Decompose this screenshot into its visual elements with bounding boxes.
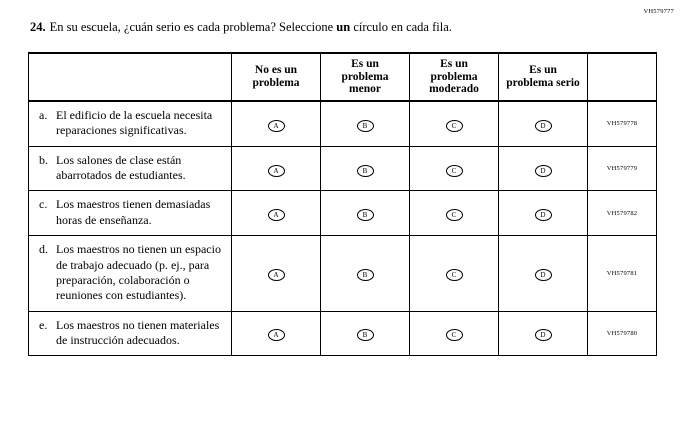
radio-c-moderate-problem[interactable] <box>410 191 499 236</box>
radio-e-moderate-problem[interactable] <box>410 311 499 356</box>
row-item-id: VH579781 <box>588 236 657 311</box>
column-header-serious-problem <box>499 53 588 101</box>
question-number: 24. <box>30 20 46 34</box>
radio-bubble-icon[interactable]: C <box>446 120 463 132</box>
row-item-id: VH579780 <box>588 311 657 356</box>
column-header-line: Es un <box>351 57 379 70</box>
radio-bubble-icon[interactable]: A <box>268 269 285 281</box>
radio-bubble-icon[interactable]: B <box>357 329 374 341</box>
radio-bubble-icon[interactable]: C <box>446 269 463 281</box>
radio-bubble-icon[interactable]: B <box>357 120 374 132</box>
question-text-after: círculo en cada fila. <box>350 20 452 34</box>
radio-bubble-icon[interactable]: A <box>268 120 285 132</box>
radio-bubble-icon[interactable]: B <box>357 165 374 177</box>
radio-bubble-icon[interactable]: D <box>535 165 552 177</box>
row-stem-b <box>29 146 232 191</box>
column-header-line: problema <box>430 70 478 83</box>
radio-bubble-icon[interactable]: D <box>535 269 552 281</box>
radio-d-minor-problem[interactable] <box>321 236 410 311</box>
column-header-no-problem <box>232 53 321 101</box>
radio-bubble-icon[interactable]: C <box>446 165 463 177</box>
table-row <box>29 146 657 191</box>
column-header-line: Es un <box>529 64 557 77</box>
radio-bubble-icon[interactable]: A <box>268 209 285 221</box>
radio-c-minor-problem[interactable] <box>321 191 410 236</box>
column-header-line: problema serio <box>506 77 580 89</box>
radio-bubble-icon[interactable]: A <box>268 329 285 341</box>
radio-c-serious-problem[interactable] <box>499 191 588 236</box>
row-stem-a <box>29 101 232 146</box>
column-header-line: menor <box>349 83 381 96</box>
radio-bubble-icon[interactable]: C <box>446 209 463 221</box>
radio-e-minor-problem[interactable] <box>321 311 410 356</box>
radio-e-serious-problem[interactable] <box>499 311 588 356</box>
radio-bubble-icon[interactable]: A <box>268 165 285 177</box>
question-text-before: En su escuela, ¿cuán serio es cada problema? Seleccione <box>49 20 337 34</box>
table-row <box>29 101 657 146</box>
row-stem-d <box>29 236 232 311</box>
radio-b-moderate-problem[interactable] <box>410 146 499 191</box>
column-header-line: No es un <box>254 64 298 77</box>
row-stem-e <box>29 311 232 356</box>
row-text: Los maestros tienen demasiadas horas de enseñanza. <box>56 197 211 227</box>
column-header-stem <box>29 53 232 101</box>
radio-a-moderate-problem[interactable] <box>410 101 499 146</box>
row-item-id: VH579779 <box>588 146 657 191</box>
radio-a-serious-problem[interactable] <box>499 101 588 146</box>
question-text-bold: un <box>336 20 351 34</box>
column-header-line: problema <box>341 70 389 83</box>
row-letter: c. <box>39 197 48 212</box>
radio-d-serious-problem[interactable] <box>499 236 588 311</box>
response-matrix <box>28 52 657 356</box>
table-row <box>29 191 657 236</box>
row-stem-c <box>29 191 232 236</box>
radio-e-no-problem[interactable] <box>232 311 321 356</box>
column-header-moderate-problem <box>410 53 499 101</box>
radio-bubble-icon[interactable]: C <box>446 329 463 341</box>
radio-d-no-problem[interactable] <box>232 236 321 311</box>
row-item-id: VH579778 <box>588 101 657 146</box>
radio-bubble-icon[interactable]: B <box>357 209 374 221</box>
question-prompt <box>30 20 646 35</box>
page-item-id: VH579777 <box>643 8 674 15</box>
table-row <box>29 236 657 311</box>
radio-b-serious-problem[interactable] <box>499 146 588 191</box>
row-letter: e. <box>39 317 48 332</box>
radio-b-no-problem[interactable] <box>232 146 321 191</box>
column-header-minor-problem <box>321 53 410 101</box>
row-text: El edificio de la escuela necesita reparaciones significativas. <box>56 108 213 138</box>
row-letter: a. <box>39 108 48 122</box>
radio-a-no-problem[interactable] <box>232 101 321 146</box>
row-text: Los salones de clase están abarrotados de estudiantes. <box>56 152 186 183</box>
row-text: Los maestros no tienen un espacio de trabajo adecuado (p. ej., para preparación, colaboración o reuniones con estudiantes). <box>56 242 221 303</box>
row-letter: b. <box>39 152 48 167</box>
row-letter: d. <box>39 242 48 257</box>
table-row <box>29 311 657 356</box>
column-header-id <box>588 53 657 101</box>
radio-a-minor-problem[interactable] <box>321 101 410 146</box>
column-header-line: Es un <box>440 57 468 70</box>
radio-bubble-icon[interactable]: D <box>535 209 552 221</box>
radio-bubble-icon[interactable]: D <box>535 329 552 341</box>
column-header-line: problema <box>252 77 300 89</box>
row-text: Los maestros no tienen materiales de instrucción adecuados. <box>56 317 220 347</box>
radio-b-minor-problem[interactable] <box>321 146 410 191</box>
matrix-header-row <box>29 53 657 101</box>
column-header-line: moderado <box>429 83 479 96</box>
radio-c-no-problem[interactable] <box>232 191 321 236</box>
radio-bubble-icon[interactable]: D <box>535 120 552 132</box>
row-item-id: VH579782 <box>588 191 657 236</box>
radio-d-moderate-problem[interactable] <box>410 236 499 311</box>
radio-bubble-icon[interactable]: B <box>357 269 374 281</box>
